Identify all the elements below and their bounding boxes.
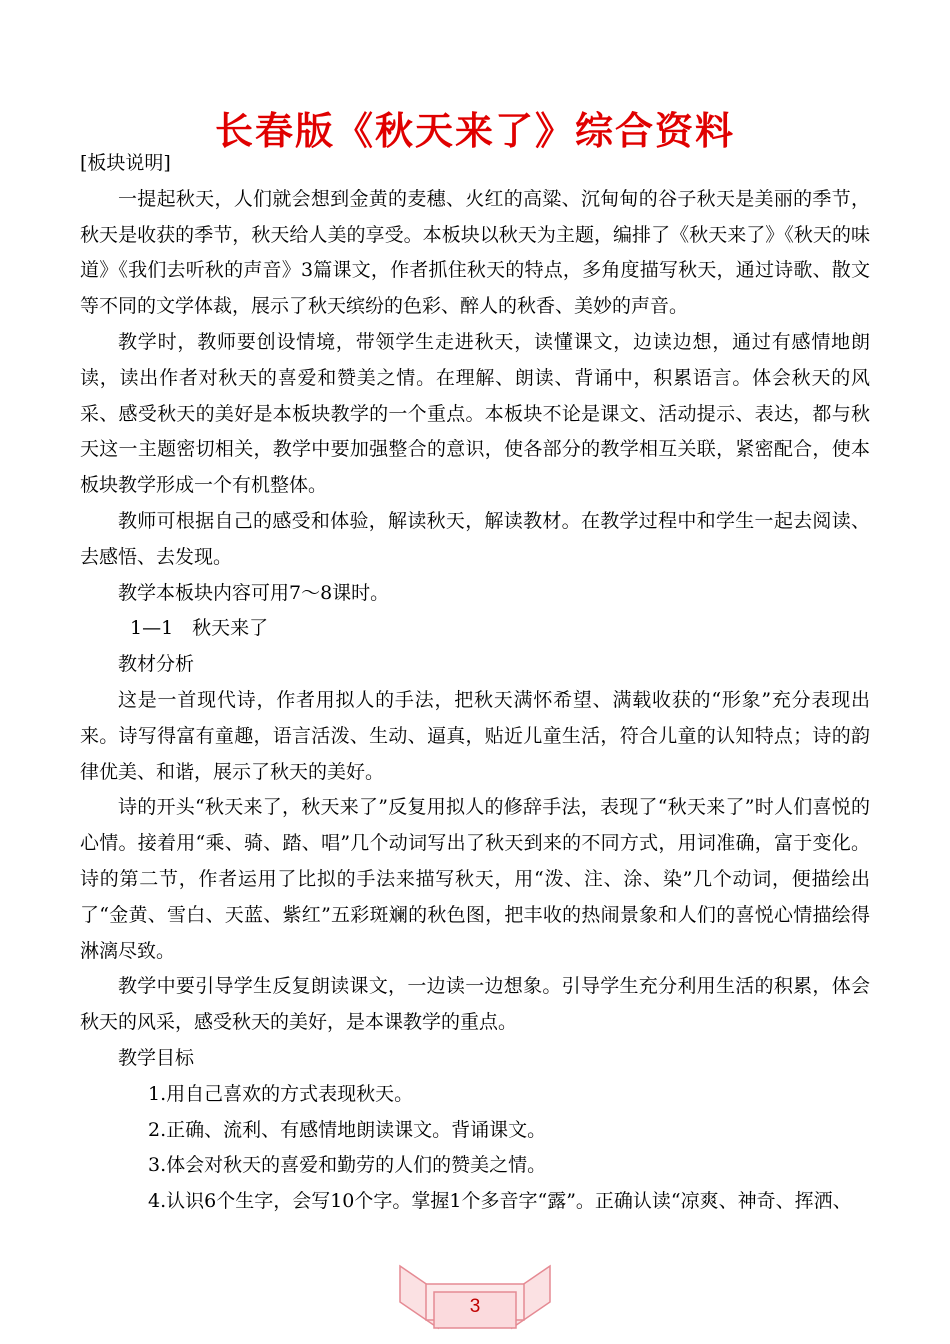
page-footer (390, 1262, 560, 1334)
paragraph: 教学时，教师要创设情境，带领学生走进秋天，读懂课文，边读边想，通过有感情地朗读，读出作者对秋天的喜爱和赞美之情。在理解、朗读、背诵中，积累语言。体会秋天的风采、感受秋天的美好是本板块教学的一个重点。本板块不论是课文、活动提示、表达，都与秋天这一主题密切相关，教学中要加强整合的意识，使各部分的教学相互关联，紧密配合，使本板块教学形成一个有机整体。 (80, 330, 870, 497)
paragraph: 教学本板块内容可用7～8课时。 (118, 581, 390, 604)
document-body (80, 146, 870, 1220)
list-item: 3.体会对秋天的喜爱和勤劳的人们的赞美之情。 (148, 1154, 547, 1177)
paragraph: 教师可根据自己的感受和体验，解读秋天，解读教材。在教学过程中和学生一起去阅读、去感悟、去发现。 (80, 509, 870, 568)
section-heading: 教学目标 (118, 1046, 195, 1069)
paragraph: 一提起秋天，人们就会想到金黄的麦穗、火红的高粱、沉甸甸的谷子秋天是美丽的季节，秋天是收获的季节，秋天给人美的享受。本板块以秋天为主题，编排了《秋天来了》《秋天的味道》《我们去听秋的声音》3篇课文，作者抓住秋天的特点，多角度描写秋天，通过诗歌、散文等不同的文学体裁，展示了秋天缤纷的色彩、醉人的秋香、美妙的声音。 (80, 187, 870, 318)
document-title: 长春版《秋天来了》综合资料 (214, 109, 735, 153)
section-heading: 教材分析 (118, 653, 195, 676)
section-heading: 1—1 秋天来了 (130, 617, 269, 640)
list-item: 4.认识6个生字，会写10个字。掌握1个多音字“露”。正确认读“凉爽、神奇、挥洒、 (148, 1190, 852, 1213)
paragraph: 诗的开头“秋天来了，秋天来了”反复用拟人的修辞手法，表现了“秋天来了”时人们喜悦的心情。接着用“乘、骑、踏、唱”几个动词写出了秋天到来的不同方式，用词准确，富于变化。诗的第二节，作者运用了比拟的手法来描写秋天，用“泼、注、涂、染”几个动词，便描绘出了“金黄、雪白、天蓝、紫红”五彩斑斓的秋色图，把丰收的热闹景象和人们的喜悦心情描绘得淋漓尽致。 (80, 796, 870, 962)
paragraph: 教学中要引导学生反复朗读课文，一边读一边想象。引导学生充分利用生活的积累，体会秋天的风采，感受秋天的美好，是本课教学的重点。 (80, 975, 870, 1034)
paragraph: 这是一首现代诗，作者用拟人的手法，把秋天满怀希望、满载收获的“形象”充分表现出来。诗写得富有童趣，语言活泼、生动、逼真，贴近儿童生活，符合儿童的认知特点；诗的韵律优美、和谐，展示了秋天的美好。 (80, 688, 870, 783)
paragraph: [板块说明] (80, 152, 171, 174)
page-number: 3 (469, 1296, 481, 1317)
list-item: 1.用自己喜欢的方式表现秋天。 (148, 1082, 414, 1105)
list-item: 2.正确、流利、有感情地朗读课文。背诵课文。 (148, 1118, 547, 1141)
